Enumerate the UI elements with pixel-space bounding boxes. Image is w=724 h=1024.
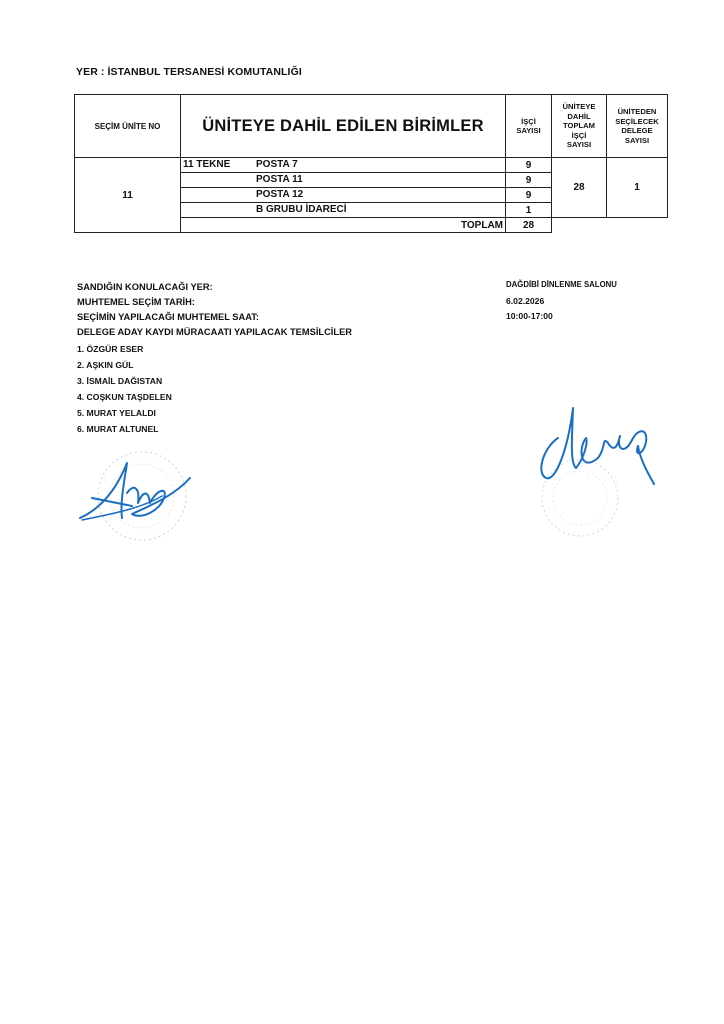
row-count: 9 <box>506 173 552 188</box>
date-value: 6.02.2026 <box>506 296 545 306</box>
row-name: POSTA 7 <box>256 159 298 170</box>
header-total-workers: ÜNİTEYE DAHİL TOPLAM İŞÇİ SAYISI <box>552 95 607 158</box>
row-name: B GRUBU İDARECİ <box>256 204 347 215</box>
date-label: MUHTEMEL SEÇİM TARİH: <box>77 297 195 307</box>
time-label: SEÇİMİN YAPILACAĞI MUHTEMEL SAAT: <box>77 312 259 322</box>
header-units: ÜNİTEYE DAHİL EDİLEN BİRİMLER <box>181 95 506 158</box>
table-row <box>181 158 506 173</box>
signature-right <box>528 398 668 548</box>
table-row <box>181 173 506 188</box>
group-label: 11 TEKNE <box>183 159 231 170</box>
row-count: 9 <box>506 188 552 203</box>
candidates-label: DELEGE ADAY KAYDI MÜRACAATI YAPILACAK TEMSİLCİLER <box>77 327 352 337</box>
unit-total-workers: 28 <box>552 158 607 218</box>
ballot-place-value: DAĞDİBİ DİNLENME SALONU <box>506 280 617 289</box>
signature-left <box>72 448 202 548</box>
time-value: 10:00-17:00 <box>506 311 553 321</box>
ballot-place-label: SANDIĞIN KONULACAĞI YER: <box>77 282 213 292</box>
candidate-item: 4. COŞKUN TAŞDELEN <box>77 392 172 402</box>
total-count: 28 <box>506 218 552 233</box>
row-count: 1 <box>506 203 552 218</box>
table-row <box>181 203 506 218</box>
empty-cell <box>552 218 607 233</box>
total-label: TOPLAM <box>181 218 506 233</box>
candidate-item: 2. AŞKIN GÜL <box>77 360 134 370</box>
empty-cell <box>607 218 668 233</box>
header-unit-no: SEÇİM ÜNİTE NO <box>75 95 181 158</box>
row-name: POSTA 12 <box>256 189 304 200</box>
header-worker-count: İŞÇİ SAYISI <box>506 95 552 158</box>
election-unit-table <box>74 94 668 233</box>
candidate-item: 1. ÖZGÜR ESER <box>77 344 144 354</box>
header-delegates: ÜNİTEDEN SEÇİLECEK DELEGE SAYISI <box>607 95 668 158</box>
unit-number: 11 <box>75 158 181 233</box>
candidate-item: 5. MURAT YELALDI <box>77 408 156 418</box>
table-row <box>181 188 506 203</box>
candidate-item: 6. MURAT ALTUNEL <box>77 424 159 434</box>
candidate-item: 3. İSMAİL DAĞISTAN <box>77 376 163 386</box>
row-name: POSTA 11 <box>256 174 303 185</box>
location-line: YER : İSTANBUL TERSANESİ KOMUTANLIĞI <box>76 66 302 78</box>
delegate-count: 1 <box>607 158 668 218</box>
row-count: 9 <box>506 158 552 173</box>
